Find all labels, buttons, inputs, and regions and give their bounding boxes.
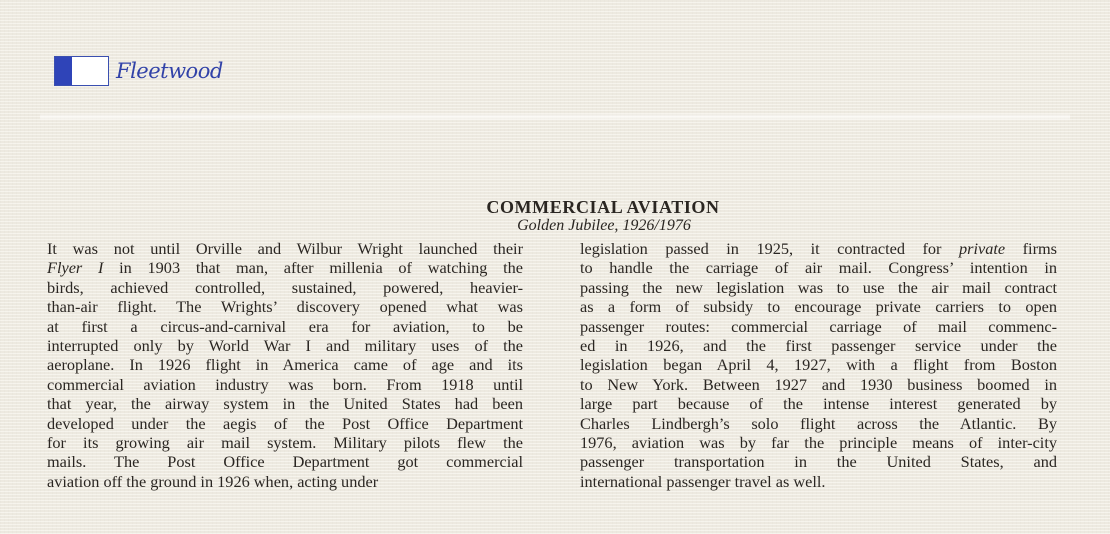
logo-box-icon xyxy=(54,56,109,86)
text-run: passenger routes: commercial carriage of mail commenc- xyxy=(580,316,1057,336)
text-run: firms xyxy=(1005,239,1057,258)
text-run: ed in 1926, and the first passenger service under the xyxy=(580,336,1057,356)
brand-name: Fleetwood xyxy=(116,59,223,83)
text-run: passing the new legislation was to use the air mail contract xyxy=(580,277,1057,297)
text-line xyxy=(580,355,1057,374)
text-column-left xyxy=(47,239,523,491)
text-column-right xyxy=(580,239,1057,491)
logo-box-fill xyxy=(55,57,72,85)
text-line xyxy=(580,297,1057,316)
text-line xyxy=(47,317,523,336)
text-run: for its growing air mail system. Military pilots flew the xyxy=(47,433,523,453)
text-line xyxy=(47,433,523,452)
text-line xyxy=(47,336,523,355)
text-line xyxy=(47,278,523,297)
text-run: mails. The Post Office Department got commercial xyxy=(47,452,523,472)
text-run: passenger transportation in the United States, and xyxy=(580,452,1057,472)
text-line xyxy=(580,258,1057,277)
text-line xyxy=(580,336,1057,355)
text-line xyxy=(47,375,523,394)
text-line xyxy=(580,452,1057,471)
text-run: to New York. Between 1927 and 1930 business boomed in xyxy=(580,374,1057,394)
text-line xyxy=(47,472,523,491)
page-subtitle: Golden Jubilee, 1926/1976 xyxy=(517,217,691,234)
text-run: developed under the aegis of the Post Office Department xyxy=(47,413,523,433)
text-line xyxy=(47,414,523,433)
text-run: international passenger travel as well. xyxy=(580,471,826,491)
text-run: as a form of subsidy to encourage private carriers to open xyxy=(580,297,1057,317)
italic-text: Flyer I xyxy=(47,258,104,278)
text-line xyxy=(580,472,1057,491)
envelope-flap-edge xyxy=(40,113,1070,121)
text-line xyxy=(580,278,1057,297)
text-run: at first a circus-and-carnival era for aviation, to be xyxy=(47,316,523,336)
fleetwood-logo xyxy=(54,55,223,87)
text-run: commercial aviation industry was born. From 1918 until xyxy=(47,374,523,394)
text-line xyxy=(580,394,1057,413)
text-run: aviation off the ground in 1926 when, acting under xyxy=(47,471,379,491)
text-line xyxy=(580,375,1057,394)
text-line xyxy=(580,433,1057,452)
text-run: birds, achieved controlled, sustained, powered, heavier- xyxy=(47,277,523,297)
text-run: legislation passed in 1925, it contracted for xyxy=(580,239,959,258)
text-line xyxy=(580,414,1057,433)
text-line xyxy=(47,258,523,277)
text-line xyxy=(47,355,523,374)
text-run: It was not until Orville and Wilbur Wright launched their xyxy=(47,239,523,258)
text-line xyxy=(580,239,1057,258)
italic-text: private xyxy=(958,239,1006,258)
text-run: in 1903 that man, after millenia of watching the xyxy=(103,258,523,278)
text-run: legislation began April 4, 1927, with a flight from Boston xyxy=(580,355,1057,375)
text-line xyxy=(47,452,523,471)
text-line xyxy=(580,317,1057,336)
text-line xyxy=(47,394,523,413)
text-run: 1976, aviation was by far the principle means of inter-city xyxy=(580,433,1057,453)
text-run: to handle the carriage of air mail. Congress’ intention in xyxy=(580,258,1057,278)
text-line xyxy=(47,239,523,258)
text-run: aeroplane. In 1926 flight in America came of age and its xyxy=(47,355,523,375)
text-run: large part because of the intense interest generated by xyxy=(580,394,1057,414)
text-line xyxy=(47,297,523,316)
text-run: Charles Lindbergh’s solo flight across the Atlantic. By xyxy=(580,413,1057,433)
text-run: that year, the airway system in the United States had been xyxy=(47,394,523,414)
page-title: COMMERCIAL AVIATION xyxy=(486,197,720,217)
text-run: than-air flight. The Wrights’ discovery opened what was xyxy=(47,297,523,317)
text-run: interrupted only by World War I and military uses of the xyxy=(47,336,523,356)
